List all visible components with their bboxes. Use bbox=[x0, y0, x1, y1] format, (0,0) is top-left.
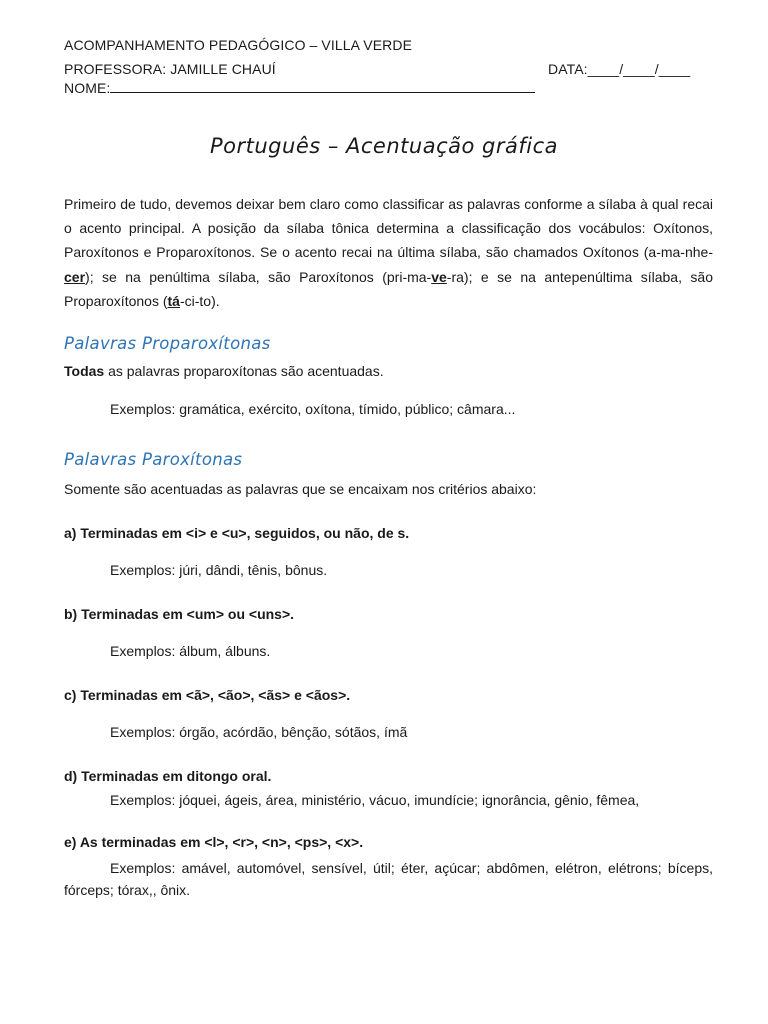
criterion-e-examples: Exemplos: amável, automóvel, sensível, útil; éter, açúcar; abdômen, elétron, elétrons; bíceps, fórceps; tórax,, ônix. bbox=[64, 860, 713, 898]
section-title-paroxitonas: Palavras Paroxítonas bbox=[64, 450, 243, 469]
page-title: Português – Acentuação gráfica bbox=[209, 134, 558, 158]
teacher-row bbox=[64, 61, 691, 77]
intro-text-1: Primeiro de tudo, devemos deixar bem claro como classificar as palavras conforme a sílaba à qual recai o acento principal. A posição da sílaba tônica determina a classificação dos vocábulos: Oxítonos, Paroxítonos e Proparoxítonos. Se o acento recai na última sílaba, são chamados Oxítonos (a-ma-nhe- bbox=[64, 196, 713, 261]
criterion-b-examples: Exemplos: álbum, álbuns. bbox=[110, 643, 271, 659]
criterion-a-examples: Exemplos: júri, dândi, tênis, bônus. bbox=[110, 562, 328, 578]
rule-text: as palavras proparoxítonas são acentuadas. bbox=[104, 363, 384, 379]
rule-bold: Todas bbox=[64, 363, 105, 379]
intro-paragraph bbox=[64, 192, 713, 313]
intro-stressed-1: cer bbox=[64, 268, 86, 285]
section-title-proparoxitonas: Palavras Proparoxítonas bbox=[64, 334, 271, 353]
teacher-name: PROFESSORA: JAMILLE CHAUÍ bbox=[64, 61, 276, 77]
intro-text-2: ); se na penúltima sílaba, são Paroxítonos (pri-ma- bbox=[85, 268, 432, 285]
criterion-c: c) Terminadas em <ã>, <ão>, <ãs> e <ãos>. bbox=[64, 687, 351, 703]
proparoxitonas-examples: Exemplos: gramática, exército, oxítona, tímido, público; câmara... bbox=[110, 401, 516, 417]
intro-stressed-2: ve bbox=[431, 268, 447, 285]
date-field: DATA:____/____/____ bbox=[548, 61, 691, 77]
intro-stressed-3: tá bbox=[167, 292, 180, 309]
school-header: ACOMPANHAMENTO PEDAGÓGICO – VILLA VERDE bbox=[64, 37, 413, 53]
intro-text-4: -ci-to). bbox=[179, 292, 220, 309]
criterion-b: b) Terminadas em <um> ou <uns>. bbox=[64, 606, 295, 622]
name-label: NOME: bbox=[64, 80, 111, 96]
criterion-e: e) As terminadas em <l>, <r>, <n>, <ps>, <x>. bbox=[64, 834, 364, 850]
name-row bbox=[64, 80, 535, 96]
criterion-c-examples: Exemplos: órgão, acórdão, bênção, sótãos, ímã bbox=[110, 724, 408, 740]
name-line bbox=[110, 80, 535, 93]
paroxitonas-intro: Somente são acentuadas as palavras que se encaixam nos critérios abaixo: bbox=[64, 481, 537, 497]
intro-text-3: -ra); e se na antepenúltima sílaba, são Proparoxítonos ( bbox=[64, 268, 713, 309]
criterion-d: d) Terminadas em ditongo oral. bbox=[64, 768, 272, 784]
proparoxitonas-rule bbox=[64, 363, 384, 379]
criterion-a: a) Terminadas em <i> e <u>, seguidos, ou não, de s. bbox=[64, 525, 410, 541]
criterion-d-examples: Exemplos: jóquei, ágeis, área, ministério, vácuo, imundície; ignorância, gênio, fêmea, bbox=[110, 792, 640, 808]
